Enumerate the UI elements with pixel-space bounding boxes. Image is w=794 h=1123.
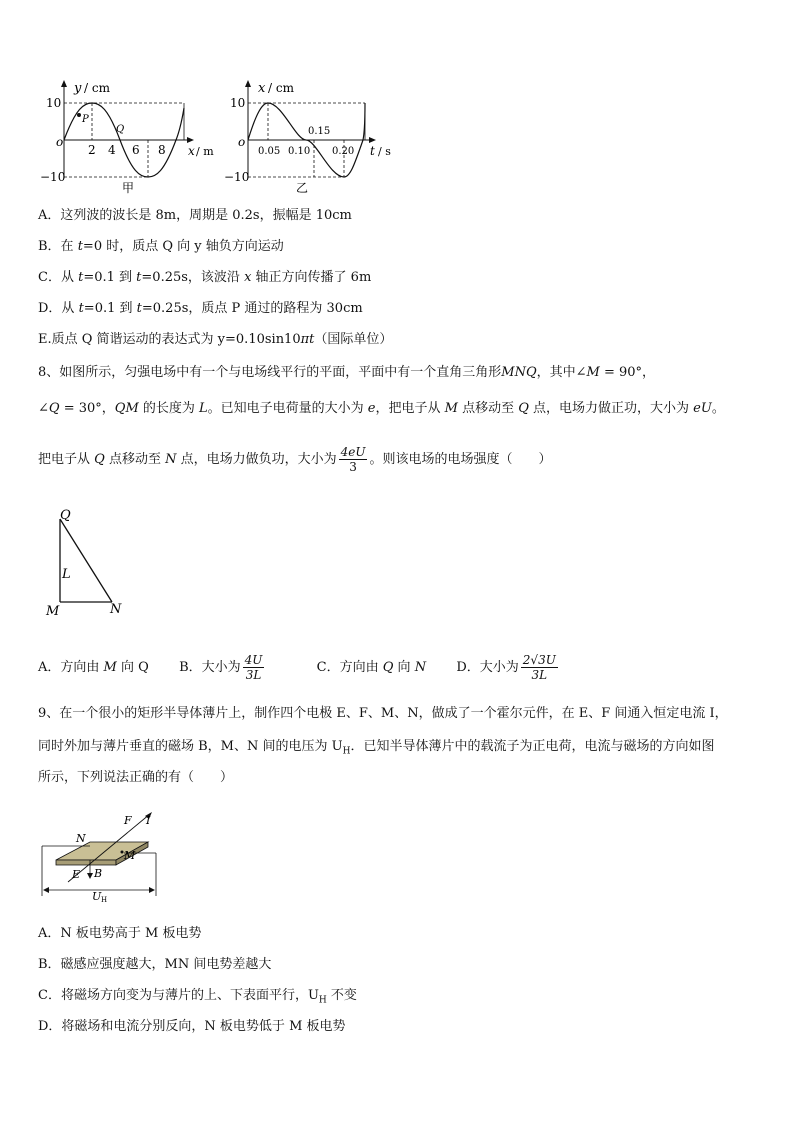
q9-option-b: B．磁感应强度越大，MN 间电势差越大 [38,957,272,972]
q9-option-c: C．将磁场方向变为与薄片的上、下表面平行，$U_H$ 不变 [38,988,357,1006]
q8-stem-line-3: 把电子从 Q 点移动至 N 点，电场力做负功，大小为 $\frac{4eU}{3}$ 。则该电场的电场强度（ ） [38,445,552,474]
label-m: M [124,849,136,862]
wave-figure-yi [222,78,402,198]
label-u-sub: H [101,896,108,903]
vertex-n: N [110,602,122,617]
side-l: L [62,567,71,582]
label-i: I [146,814,151,827]
y-neg-tick: −10 [224,170,250,184]
x-tick-2: 2 [88,143,96,157]
label-p: P [82,114,89,125]
x-axis-var: x [188,144,195,158]
origin-label: o [238,135,246,149]
t-tick-005: 0.05 [258,146,281,157]
y-pos-tick: 10 [230,96,246,110]
caption-jia: 甲 [122,181,135,195]
q8-stem-line-1: 8、如图所示，匀强电场中有一个与电场线平行的平面，平面中有一个直角三角形MNQ，其中∠M = 90°， [38,365,656,380]
q7-option-b: B．在 t=0 时，质点 Q 向 y 轴负方向运动 [38,239,284,254]
y-axis-unit: / cm [84,81,110,95]
label-e: E [72,868,81,881]
q7-option-e: E.质点 Q 简谐运动的表达式为 y=0.10sin10πt（国际单位） [38,332,393,347]
label-u: U [92,890,102,903]
q9-option-d: D．将磁场和电流分别反向，N 板电势低于 M 板电势 [38,1019,346,1034]
q7-option-c: C．从 t=0.1 到 t=0.25s，该波沿 x 轴正方向传播了 6m [38,270,372,285]
t-axis-var: t [370,144,375,158]
t-tick-020: 0.20 [332,146,355,157]
q7-option-d: D．从 t=0.1 到 t=0.25s，质点 P 通过的路程为 30cm [38,301,363,316]
y-pos-tick: 10 [46,96,62,110]
label-q: Q [116,124,125,135]
origin-label: o [56,135,64,149]
q9-option-a: A．N 板电势高于 M 板电势 [38,926,202,941]
x-tick-4: 4 [108,143,116,157]
hall-element-figure [38,808,163,903]
y-axis-var: y [74,81,82,96]
y-axis-var: x [258,81,266,96]
wave-figure-jia [38,78,218,198]
x-tick-6: 6 [132,143,140,157]
y-neg-tick: −10 [40,170,66,184]
q9-stem-line-1: 9、在一个很小的矩形半导体薄片上，制作四个电极 E、F、M、N，做成了一个霍尔元件，在 E、F 间通入恒定电流 I， [38,706,728,721]
vertex-q: Q [60,508,71,523]
q8-option-d: D．大小为 $\frac{2√3U}{3L}$ [456,653,556,682]
triangle-mnq-figure [42,505,142,620]
label-b: B [94,867,103,880]
t-axis-unit: / s [378,145,391,158]
q8-option-c: C．方向由 Q 向 N [316,660,427,675]
q8-stem-line-2: ∠Q = 30°，QM 的长度为 L。已知电子电荷量的大小为 e，把电子从 M 点移动至 Q 点，电场力做正功，大小为 eU。 [38,401,725,416]
fraction-4eU-over-3: $\frac{4eU}{3}$ [340,445,366,474]
label-n: N [76,832,86,845]
q9-stem-line-3: 所示，下列说法正确的有（ ） [38,770,234,785]
t-tick-010: 0.10 [288,146,311,157]
q8-option-a: A．方向由 M 向 Q [38,660,149,675]
q8-options [38,648,560,688]
y-axis-unit: / cm [268,81,294,95]
caption-yi: 乙 [296,181,309,195]
q7-option-a: A．这列波的波长是 8m，周期是 0.2s，振幅是 10cm [38,208,352,223]
q8-option-b: B．大小为 $\frac{4U}{3L}$ [179,653,263,682]
x-tick-8: 8 [158,143,166,157]
q9-stem-line-2: 同时外加与薄片垂直的磁场 B，M、N 间的电压为 $U_H$．已知半导体薄片中的载流子为正电荷，电流与磁场的方向如图 [38,739,715,757]
vertex-m: M [46,604,60,619]
label-f: F [124,814,132,827]
x-axis-unit: / m [196,145,214,158]
t-tick-015: 0.15 [308,126,331,137]
